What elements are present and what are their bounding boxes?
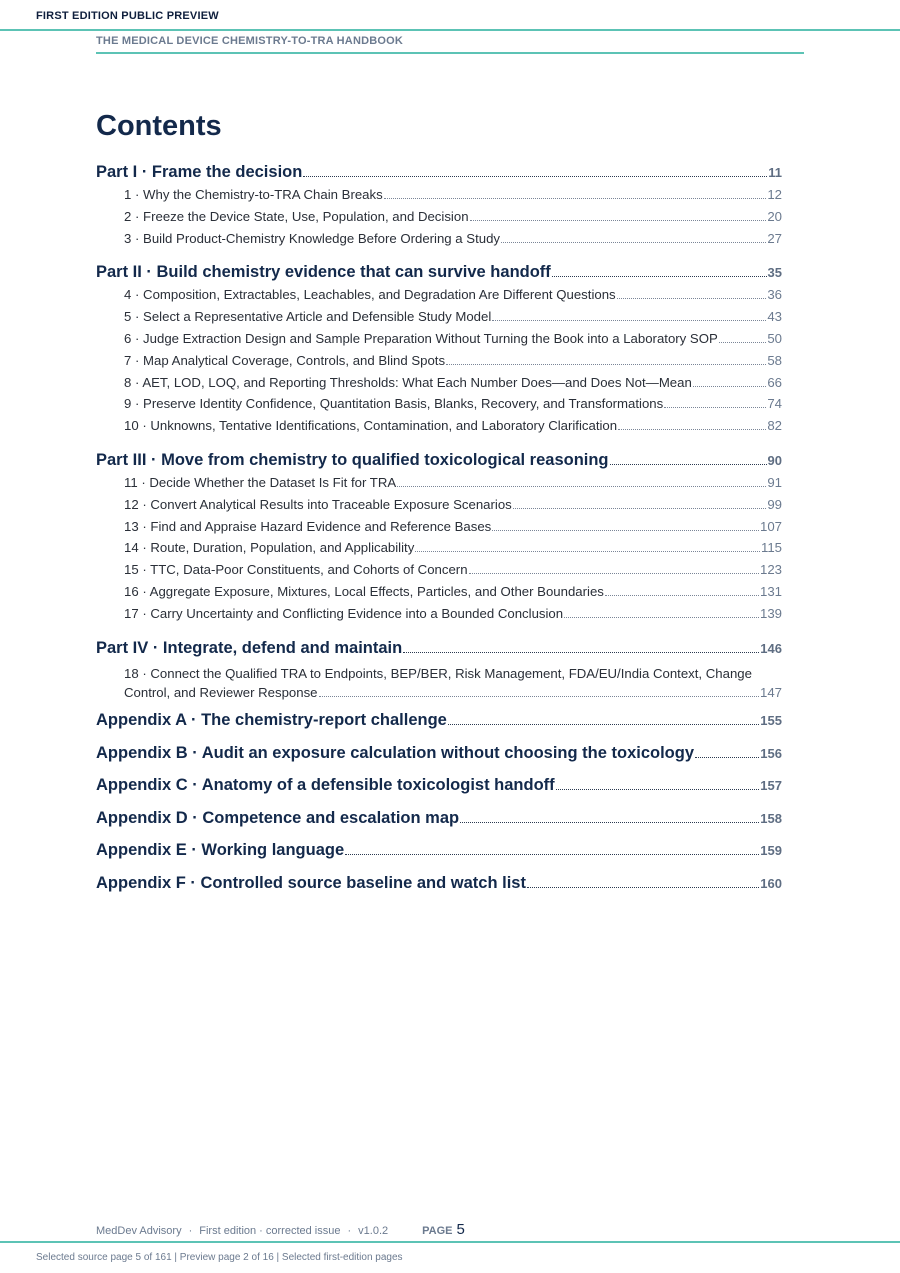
toc-part-4	[96, 639, 782, 703]
entry-label: 15 · TTC, Data-Poor Constituents, and Cohorts of Concern	[124, 562, 468, 578]
toc-part-heading[interactable]	[96, 451, 782, 475]
appendix-label: Appendix A · The chemistry-report challenge	[96, 711, 447, 730]
entry-label: 8 · AET, LOD, LOQ, and Reporting Thresholds: What Each Number Does—and Does Not—Mean	[124, 374, 692, 390]
page-number: 36	[767, 287, 782, 303]
head-rule	[96, 52, 804, 54]
page-number: 147	[759, 685, 782, 701]
page-number: 158	[760, 810, 782, 826]
page-number: 160	[760, 875, 782, 891]
dot-leader	[415, 551, 760, 552]
page-footer	[96, 1221, 465, 1238]
page-number: 58	[767, 352, 782, 368]
page-number: 156	[760, 745, 782, 761]
dot-leader	[303, 176, 767, 177]
page-number: 20	[767, 208, 782, 224]
appendix-label: Appendix B · Audit an exposure calculation without choosing the toxicology	[96, 743, 695, 762]
table-of-contents	[96, 163, 782, 898]
preview-banner: FIRST EDITION PUBLIC PREVIEW	[36, 10, 219, 22]
dot-leader	[610, 464, 767, 465]
dot-leader	[470, 220, 767, 221]
dot-leader	[345, 854, 759, 855]
entry-label-line2: Control, and Reviewer Response	[124, 685, 318, 701]
toc-appendix-f	[96, 874, 782, 898]
page-number: 115	[760, 540, 782, 556]
source-page-info: Selected source page 5 of 161 | Preview page 2 of 16 | Selected first-edition pages	[36, 1252, 403, 1263]
dot-leader	[693, 386, 767, 387]
dot-leader	[664, 407, 766, 408]
entry-label: 5 · Select a Representative Article and Defensible Study Model	[124, 309, 492, 325]
toc-entry[interactable]	[96, 287, 782, 309]
footer-edition: First edition · corrected issue	[199, 1225, 341, 1237]
toc-entry[interactable]	[96, 584, 782, 606]
entry-label: 9 · Preserve Identity Confidence, Quantitation Basis, Blanks, Recovery, and Transformations	[124, 396, 664, 412]
toc-entry[interactable]	[96, 562, 782, 584]
dot-leader	[397, 486, 766, 487]
toc-entry[interactable]	[96, 519, 782, 541]
page-title: Contents	[96, 110, 222, 142]
toc-part-2	[96, 263, 782, 440]
footer-separator: ·	[347, 1225, 352, 1237]
dot-leader	[719, 342, 767, 343]
dot-leader	[564, 617, 759, 618]
page-number: 123	[759, 562, 782, 578]
toc-part-heading[interactable]	[96, 639, 782, 663]
dot-leader	[695, 757, 759, 758]
toc-entry[interactable]	[96, 497, 782, 519]
page-number: 82	[767, 418, 782, 434]
part-label: Part IV · Integrate, defend and maintain	[96, 638, 403, 657]
page-number: 90	[767, 452, 782, 468]
toc-entry[interactable]	[96, 375, 782, 397]
page-number: 107	[759, 518, 782, 534]
toc-entry[interactable]	[96, 475, 782, 497]
entry-label: 11 · Decide Whether the Dataset Is Fit for TRA	[124, 474, 397, 490]
appendix-label: Appendix F · Controlled source baseline and watch list	[96, 873, 526, 892]
toc-entry[interactable]	[96, 353, 782, 375]
entry-label: 6 · Judge Extraction Design and Sample Preparation Without Turning the Book into a Laboratory SOP	[124, 330, 718, 346]
toc-part-3	[96, 451, 782, 628]
page-number: 146	[760, 640, 782, 656]
page-number: 43	[767, 309, 782, 325]
entry-label-continued	[124, 683, 782, 703]
toc-entry[interactable]	[96, 418, 782, 440]
dot-leader	[319, 696, 759, 697]
page-number: 99	[767, 496, 782, 512]
dot-leader	[446, 364, 766, 365]
dot-leader	[618, 429, 766, 430]
entry-label: 12 · Convert Analytical Results into Traceable Exposure Scenarios	[124, 496, 512, 512]
toc-appendix-heading[interactable]	[96, 744, 782, 768]
page-number: 50	[767, 330, 782, 346]
page-number: 74	[767, 396, 782, 412]
footer-separator: ·	[188, 1225, 193, 1237]
toc-part-1	[96, 163, 782, 252]
toc-entry[interactable]	[96, 209, 782, 231]
dot-leader	[552, 276, 767, 277]
page-number: 155	[760, 713, 782, 729]
dot-leader	[403, 652, 759, 653]
dot-leader	[469, 573, 759, 574]
page-number: 91	[767, 474, 782, 490]
dot-leader	[501, 242, 766, 243]
toc-appendix-heading[interactable]	[96, 711, 782, 735]
dot-leader	[605, 595, 759, 596]
entry-label: 14 · Route, Duration, Population, and Applicability	[124, 540, 415, 556]
footer-page-number: 5	[456, 1221, 465, 1238]
toc-part-heading[interactable]	[96, 163, 782, 187]
toc-appendix-heading[interactable]	[96, 809, 782, 833]
page-number: 131	[759, 583, 782, 599]
toc-appendix-c	[96, 776, 782, 800]
toc-appendix-e	[96, 841, 782, 865]
dot-leader	[384, 198, 767, 199]
toc-appendix-heading[interactable]	[96, 874, 782, 898]
entry-label: 3 · Build Product-Chemistry Knowledge Before Ordering a Study	[124, 230, 501, 246]
page-number: 157	[760, 778, 782, 794]
top-rule	[0, 29, 900, 31]
dot-leader	[513, 508, 767, 509]
bottom-rule	[0, 1241, 900, 1243]
page-number: 27	[767, 230, 782, 246]
entry-label: 1 · Why the Chemistry-to-TRA Chain Breaks	[124, 187, 383, 202]
dot-leader	[448, 724, 759, 725]
dot-leader	[460, 822, 759, 823]
toc-part-heading[interactable]	[96, 263, 782, 287]
toc-appendix-heading[interactable]	[96, 776, 782, 800]
toc-appendix-d	[96, 809, 782, 833]
part-label: Part III · Move from chemistry to qualified toxicological reasoning	[96, 450, 609, 469]
entry-label: 16 · Aggregate Exposure, Mixtures, Local Effects, Particles, and Other Boundaries	[124, 583, 604, 599]
dot-leader	[556, 789, 760, 790]
entry-label: 7 · Map Analytical Coverage, Controls, and Blind Spots	[124, 352, 446, 368]
entry-label: 10 · Unknowns, Tentative Identifications, Contamination, and Laboratory Clarification	[124, 418, 618, 434]
toc-entry[interactable]	[96, 396, 782, 418]
entry-label: 4 · Composition, Extractables, Leachables, and Degradation Are Different Questions	[124, 287, 616, 303]
toc-appendix-b	[96, 744, 782, 768]
toc-entry[interactable]	[96, 606, 782, 628]
footer-publisher: MedDev Advisory	[96, 1225, 182, 1237]
entry-label: 18 · Connect the Qualified TRA to Endpoints, BEP/BER, Risk Management, FDA/EU/India Context, Change	[124, 665, 752, 681]
footer-page-label: PAGE	[422, 1225, 453, 1237]
entry-label: 13 · Find and Appraise Hazard Evidence and Reference Bases	[124, 518, 492, 534]
toc-entry[interactable]	[96, 663, 782, 703]
toc-entry[interactable]	[96, 331, 782, 353]
dot-leader	[527, 887, 759, 888]
page-number: 35	[767, 265, 782, 281]
toc-entry[interactable]	[96, 540, 782, 562]
page-number: 12	[767, 187, 782, 202]
toc-appendix-a	[96, 711, 782, 735]
footer-version: v1.0.2	[358, 1225, 389, 1237]
part-label: Part I · Frame the decision	[96, 163, 303, 181]
page-number: 66	[767, 374, 782, 390]
part-label: Part II · Build chemistry evidence that can survive handoff	[96, 263, 551, 282]
dot-leader	[492, 320, 766, 321]
appendix-label: Appendix C · Anatomy of a defensible toxicologist handoff	[96, 776, 555, 795]
dot-leader	[492, 530, 759, 531]
toc-entry[interactable]	[96, 231, 782, 253]
page-number: 139	[759, 605, 782, 621]
toc-entry[interactable]	[96, 309, 782, 331]
entry-label: 17 · Carry Uncertainty and Conflicting Evidence into a Bounded Conclusion	[124, 605, 564, 621]
running-head: THE MEDICAL DEVICE CHEMISTRY-TO-TRA HANDBOOK	[96, 35, 404, 47]
appendix-label: Appendix E · Working language	[96, 841, 345, 860]
page-number: 11	[768, 165, 782, 180]
page-number: 159	[760, 843, 782, 859]
dot-leader	[617, 298, 767, 299]
toc-entry[interactable]	[96, 187, 782, 209]
toc-appendix-heading[interactable]	[96, 841, 782, 865]
appendix-label: Appendix D · Competence and escalation map	[96, 808, 460, 827]
entry-label: 2 · Freeze the Device State, Use, Population, and Decision	[124, 208, 469, 224]
